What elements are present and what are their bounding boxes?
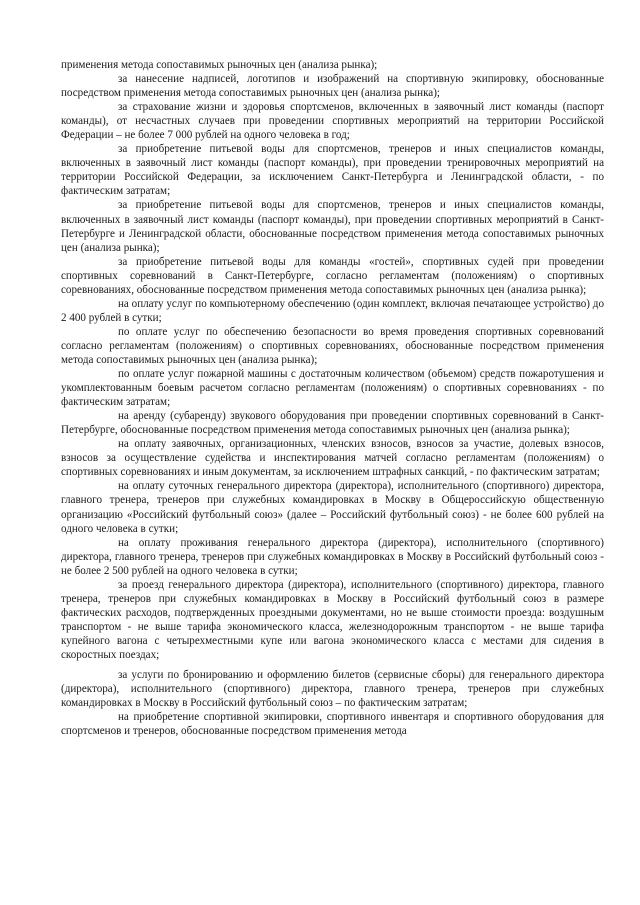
paragraph: на оплату услуг по компьютерному обеспечению (один комплект, включая печатающее устройство) до 2 400 рублей в сутки; <box>61 297 604 324</box>
paragraph: на оплату суточных генерального директора (директора), исполнительного (спортивного) директора, главного тренера, тренеров при служебных командировках в Москву в Общероссийскую общественную организацию «Российский футбольный союз» (далее – Российский футбольный союз) - не более 600 рублей на одного человека в сутки; <box>61 480 604 535</box>
paragraph: на оплату заявочных, организационных, членских взносов, взносов за участие, долевых взносов, взносов за осуществление судейства и инспектирования матчей согласно регламентам (положениям) о спортивных соревнованиях и иным документам, за исключением штрафных санкций, - по фактическим затратам; <box>61 438 604 479</box>
paragraph: по оплате услуг по обеспечению безопасности во время проведения спортивных соревнований согласно регламентам (положениям) о спортивных соревнованиях, обоснованные посредством применения метода сопоставимых рыночных цен (анализа рынка); <box>61 325 604 366</box>
paragraph: за нанесение надписей, логотипов и изображений на спортивную экипировку, обоснованные посредством применения метода сопоставимых рыночных цен (анализа рынка); <box>61 73 604 100</box>
paragraph: на аренду (субаренду) звукового оборудования при проведении спортивных соревнований в Санкт-Петербурге, обоснованные посредством применения метода сопоставимых рыночных цен (анализа рынка); <box>61 410 604 437</box>
paragraph: на приобретение спортивной экипировки, спортивного инвентаря и спортивного оборудования для спортсменов и тренеров, обоснованные посредством применения метода <box>61 711 604 738</box>
paragraph: за услуги по бронированию и оформлению билетов (сервисные сборы) для генерального директора (директора), исполнительного (спортивного) директора, главного тренера, тренеров при служебных командировках в Москву в Российский футбольный союз – по фактическим затратам; <box>61 669 604 710</box>
document-body <box>61 58 604 738</box>
paragraph: за страхование жизни и здоровья спортсменов, включенных в заявочный лист команды (паспорт команды), от несчастных случаев при проведении спортивных мероприятий на территории Российской Федерации – не более 7 000 рублей на одного человека в год; <box>61 101 604 142</box>
paragraph: по оплате услуг пожарной машины с достаточным количеством (объемом) средств пожаротушения и укомплектованным боевым расчетом согласно регламентам (положениям) о спортивных соревнованиях - по фактическим затратам; <box>61 368 604 409</box>
paragraph: на оплату проживания генерального директора (директора), исполнительного (спортивного) директора, главного тренера, тренеров при служебных командировках в Москву в Российский футбольный союз - не более 2 500 рублей на одного человека в сутки; <box>61 536 604 577</box>
paragraph: за приобретение питьевой воды для спортсменов, тренеров и иных специалистов команды, включенных в заявочный лист команды (паспорт команды), при проведении тренировочных мероприятий на территории Российской Федерации, за исключением Санкт-Петербурга и Ленинградской области, - по фактическим затратам; <box>61 143 604 198</box>
paragraph: применения метода сопоставимых рыночных цен (анализа рынка); <box>61 59 378 71</box>
paragraph: за приобретение питьевой воды для спортсменов, тренеров и иных специалистов команды, включенных в заявочный лист команды (паспорт команды), при проведении спортивных мероприятий в Санкт-Петербурге и Ленинградской области, обоснованные посредством применения метода сопоставимых рыночных цен (анализа рынка); <box>61 199 604 254</box>
paragraph: за проезд генерального директора (директора), исполнительного (спортивного) директора, главного тренера, тренеров при служебных командировках в Москву в Российский футбольный союз в размере фактических расходов, подтвержденных проездными документами, но не выше стоимости проезда: воздушным транспортом - не выше тарифа экономического класса, железнодорожным транспортом - не выше тарифа купейного вагона с четырехместными купе или вагона экономического класса с местами для сидения в скоростных поездах; <box>61 578 604 661</box>
paragraph: за приобретение питьевой воды для команды «гостей», спортивных судей при проведении спортивных соревнований в Санкт-Петербурге, согласно регламентам (положениям) о спортивных соревнованиях, обоснованные посредством применения метода сопоставимых рыночных цен (анализа рынка); <box>61 255 604 296</box>
